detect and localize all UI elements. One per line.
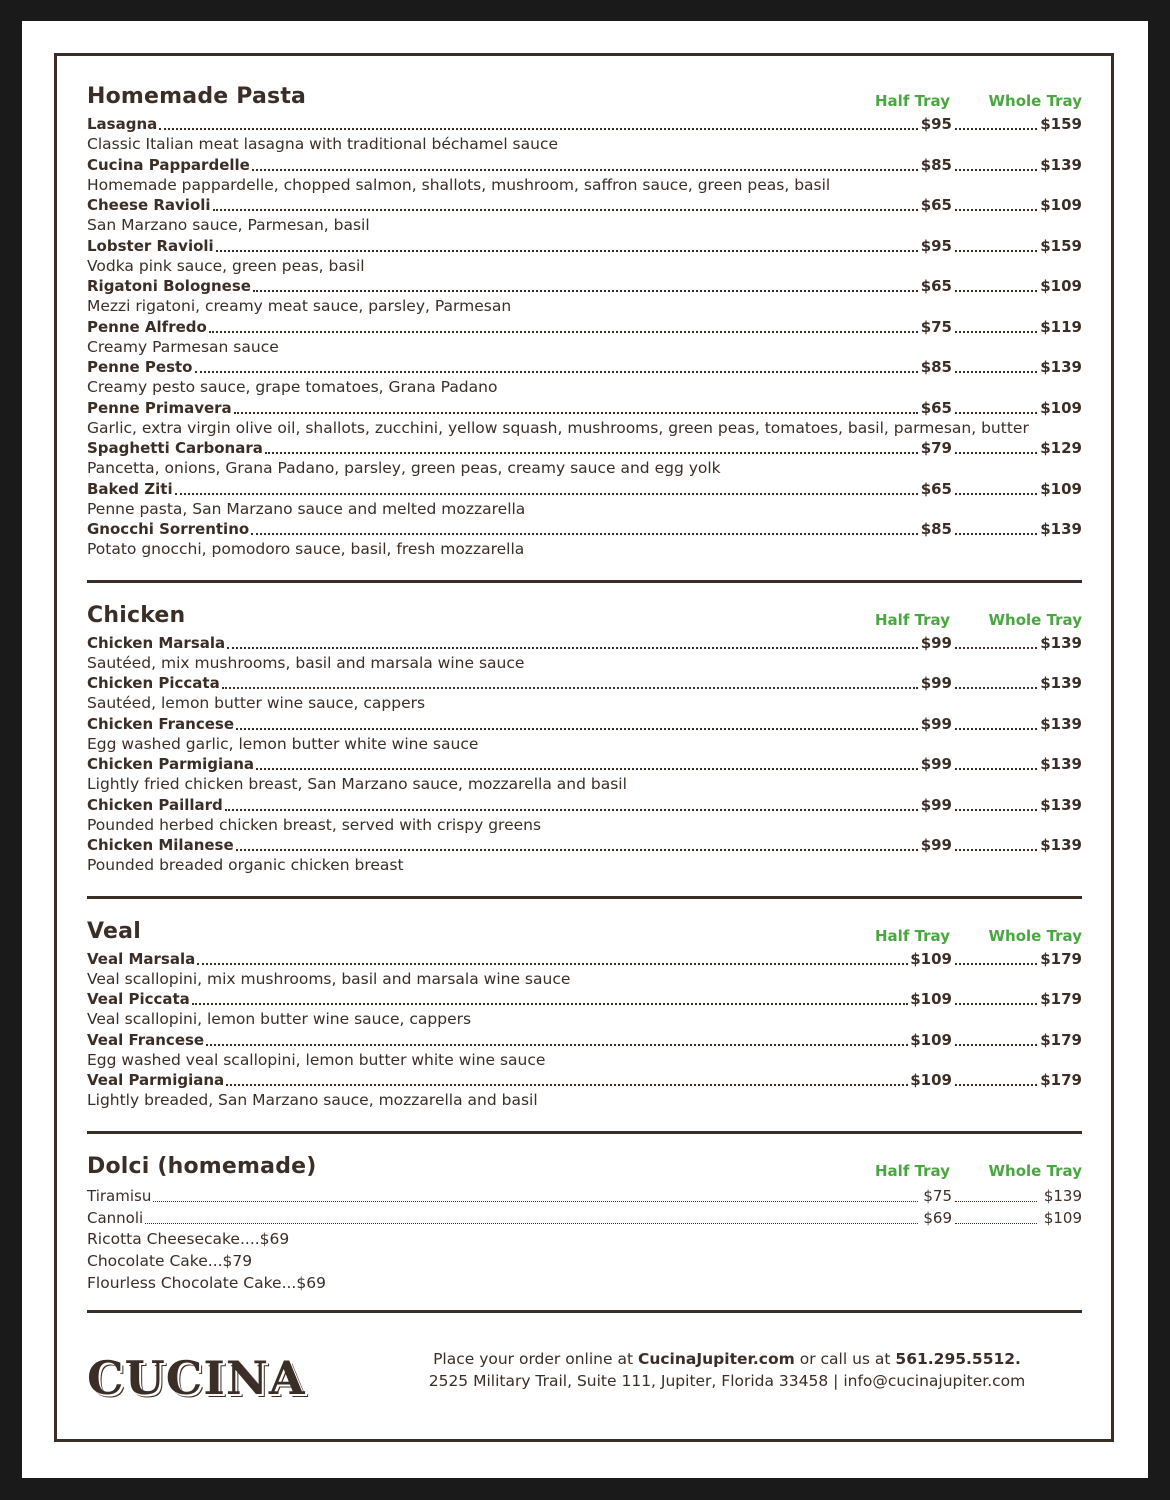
half-tray-price: $65 [920,479,952,498]
item-description: Potato gnocchi, pomodoro sauce, basil, fresh mozzarella [87,540,525,558]
dot-leader [955,849,1037,851]
dot-leader [195,371,919,373]
dot-leader [955,209,1037,211]
whole-tray-price: $109 [1040,196,1082,214]
menu-item-row [87,438,1082,458]
half-tray-heading: Half Tray [875,92,950,110]
item-name: Tiramisu [87,1186,152,1205]
whole-tray-price: $139 [1040,155,1082,174]
menu-item-row [87,673,1082,693]
whole-tray-price: $179 [1040,949,1082,968]
half-tray-heading: Half Tray [875,610,950,629]
half-tray-price: $109 [910,990,952,1008]
item-name: Lobster Ravioli [87,236,214,255]
section-title: Dolci (homemade) [87,1153,317,1179]
item-name: Veal Piccata [87,990,190,1008]
dot-leader [955,963,1037,965]
half-tray-price: $95 [920,115,952,133]
menu-item-row [87,1184,1082,1206]
menu-item-row [87,195,1082,215]
half-tray-heading: Half Tray [875,926,950,945]
menu-item-row [87,479,1082,499]
menu-item-row [87,276,1082,296]
dot-leader [225,809,918,811]
whole-tray-price: $109 [1040,479,1082,498]
item-name: Chicken Parmigiana [87,755,255,773]
half-tray-price: $85 [920,358,952,376]
item-name: Rigatoni Bolognese [87,277,251,295]
whole-tray-price: $109 [1043,1208,1082,1227]
menu-item-row [87,519,1082,539]
item-name: Chicken Milanese [87,836,234,854]
menu-footer [87,1343,1082,1413]
dot-leader [955,452,1037,454]
item-description: Lightly fried chicken breast, San Marzano sauce, mozzarella and basil [87,775,627,793]
whole-tray-price: $179 [1040,1071,1082,1089]
menu-item-row [87,1206,1082,1228]
section-spacer [87,1294,1082,1310]
whole-tray-price: $139 [1040,714,1082,733]
item-name: Baked Ziti [87,479,173,498]
menu-section [87,919,1082,1111]
dot-leader [955,533,1037,535]
section-title: Veal [87,918,141,944]
section-header [87,1154,1082,1184]
item-name: Chicken Marsala [87,633,226,652]
half-tray-price: $65 [920,277,952,295]
menu-item-row [87,357,1082,377]
section-title: Homemade Pasta [87,84,307,109]
menu-item-row [87,114,1082,134]
section-spacer [87,899,1082,919]
menu-item-row [87,949,1082,969]
dot-leader [252,169,918,171]
item-description: Veal scallopini, lemon butter wine sauce, cappers [87,1010,472,1028]
menu-item-row [87,236,1082,256]
contact-info [392,1348,1062,1392]
whole-tray-price: $159 [1040,115,1082,133]
dessert-item: Ricotta Cheesecake....$69 [87,1229,290,1248]
dot-leader [216,250,918,252]
section-divider [87,1310,1082,1313]
menu-item-row [87,155,1082,175]
item-name: Chicken Francese [87,714,235,733]
dot-leader [955,1223,1037,1224]
dot-leader [955,647,1037,649]
cucina-logo: CUCINA [87,1351,306,1405]
half-tray-price: $85 [920,155,952,174]
menu-item-row [87,989,1082,1009]
dot-leader [153,1201,918,1202]
half-tray-price: $65 [920,196,952,214]
item-name: Gnocchi Sorrentino [87,520,250,538]
dot-leader [955,1201,1037,1202]
dot-leader [251,533,918,535]
section-header [87,84,1082,114]
section-spacer [87,1134,1082,1154]
whole-tray-price: $139 [1040,358,1082,376]
dot-leader [955,493,1037,495]
half-tray-price: $99 [920,714,952,733]
address-line: 2525 Military Trail, Suite 111, Jupiter, Florida 33458 | info@cucinajupiter.com [428,1372,1026,1390]
dot-leader [197,963,908,965]
half-tray-price: $65 [920,398,952,417]
whole-tray-price: $179 [1040,1030,1082,1049]
dessert-item: Chocolate Cake...$79 [87,1251,253,1270]
dot-leader [955,809,1037,811]
dot-leader [256,768,918,770]
section-spacer [87,876,1082,896]
dot-leader [192,1003,908,1005]
dot-leader [955,331,1037,333]
half-tray-price: $99 [920,795,952,814]
menu-content [87,84,1082,1313]
whole-tray-price: $119 [1040,317,1082,336]
order-line [392,1348,1062,1370]
whole-tray-price: $129 [1040,439,1082,457]
dot-leader [159,128,918,130]
item-description: Veal scallopini, mix mushrooms, basil and marsala wine sauce [87,969,571,988]
item-description: Homemade pappardelle, chopped salmon, shallots, mushroom, saffron sauce, green peas, basil [87,175,831,194]
dot-leader [955,128,1037,130]
half-tray-price: $109 [910,1030,952,1049]
dot-leader [236,849,918,851]
dot-leader [236,728,918,730]
item-name: Chicken Paillard [87,795,223,814]
dot-leader [265,452,918,454]
half-tray-price: $99 [920,836,952,854]
call-text: or call us at [794,1350,896,1368]
dot-leader [213,209,918,211]
item-name: Spaghetti Carbonara [87,439,263,457]
half-tray-price: $109 [910,949,952,968]
half-tray-price: $85 [920,520,952,538]
menu-item-row [87,317,1082,337]
menu-section [87,84,1082,560]
menu-page [22,21,1148,1478]
half-tray-price: $69 [923,1208,952,1227]
half-tray-price: $75 [923,1186,952,1205]
website-link[interactable]: CucinaJupiter.com [637,1350,795,1368]
item-description: Pancetta, onions, Grana Padano, parsley, green peas, creamy sauce and egg yolk [87,459,721,477]
item-description: Sautéed, lemon butter wine sauce, cappers [87,694,426,712]
menu-item-row [87,835,1082,855]
menu-item-row [87,795,1082,815]
item-description: Creamy pesto sauce, grape tomatoes, Grana Padano [87,378,498,396]
section-title: Chicken [87,602,186,628]
dot-leader [222,687,918,689]
item-description: Penne pasta, San Marzano sauce and melted mozzarella [87,499,526,518]
item-name: Cheese Ravioli [87,196,211,214]
half-tray-price: $79 [920,439,952,457]
item-description: Pounded herbed chicken breast, served with crispy greens [87,815,542,834]
half-tray-price: $109 [910,1071,952,1089]
item-name: Cannoli [87,1208,144,1227]
dot-leader [955,1044,1037,1046]
dot-leader [955,768,1037,770]
half-tray-heading: Half Tray [875,1161,950,1180]
half-tray-price: $99 [920,674,952,692]
dot-leader [209,331,918,333]
dot-leader [955,412,1037,414]
item-description: Garlic, extra virgin olive oil, shallots, zucchini, yellow squash, mushrooms, green peas, tomatoes, basil, parmesan, butter [87,418,1029,437]
item-name: Veal Marsala [87,949,196,968]
dot-leader [955,250,1037,252]
item-description: Creamy Parmesan sauce [87,337,279,356]
item-name: Penne Alfredo [87,317,207,336]
dot-leader [175,493,918,495]
item-description: Classic Italian meat lasagna with traditional béchamel sauce [87,135,559,153]
whole-tray-price: $109 [1040,277,1082,295]
whole-tray-heading: Whole Tray [988,926,1082,945]
whole-tray-heading: Whole Tray [988,92,1082,110]
dot-leader [955,290,1037,292]
item-name: Chicken Piccata [87,674,220,692]
dot-leader [955,371,1037,373]
section-spacer [87,583,1082,603]
half-tray-price: $99 [920,755,952,773]
item-description: Egg washed garlic, lemon butter white wine sauce [87,734,479,753]
dot-leader [226,1084,908,1086]
whole-tray-price: $139 [1040,795,1082,814]
dessert-item: Flourless Chocolate Cake...$69 [87,1273,326,1292]
section-header [87,919,1082,949]
section-spacer [87,560,1082,580]
dot-leader [253,290,918,292]
whole-tray-price: $179 [1040,990,1082,1008]
whole-tray-price: $139 [1040,836,1082,854]
whole-tray-price: $139 [1040,633,1082,652]
dot-leader [206,1044,908,1046]
dot-leader [955,169,1037,171]
menu-item-row [87,398,1082,418]
order-text: Place your order online at [433,1350,638,1368]
half-tray-price: $99 [920,633,952,652]
menu-item-row [87,1070,1082,1090]
dot-leader [955,687,1037,689]
dot-leader [955,1003,1037,1005]
dot-leader [955,728,1037,730]
item-name: Veal Francese [87,1030,205,1049]
whole-tray-price: $139 [1040,520,1082,538]
section-spacer [87,1111,1082,1131]
dot-leader [145,1223,918,1224]
menu-section [87,603,1082,876]
whole-tray-price: $139 [1043,1186,1082,1205]
whole-tray-price: $159 [1040,236,1082,255]
whole-tray-heading: Whole Tray [988,1161,1082,1180]
item-name: Veal Parmigiana [87,1071,225,1089]
whole-tray-price: $109 [1040,398,1082,417]
item-name: Lasagna [87,115,158,133]
whole-tray-price: $139 [1040,755,1082,773]
item-name: Penne Primavera [87,398,232,417]
item-description: Lightly breaded, San Marzano sauce, mozzarella and basil [87,1091,538,1109]
dot-leader [955,1084,1037,1086]
item-description: Pounded breaded organic chicken breast [87,856,404,874]
item-name: Cucina Pappardelle [87,155,250,174]
menu-section-dolci [87,1154,1082,1294]
menu-item-row [87,754,1082,774]
dot-leader [227,647,918,649]
item-description: Vodka pink sauce, green peas, basil [87,256,365,275]
dot-leader [234,412,918,414]
whole-tray-price: $139 [1040,674,1082,692]
item-description: San Marzano sauce, Parmesan, basil [87,216,370,234]
phone-number: 561.295.5512. [895,1350,1021,1368]
half-tray-price: $95 [920,236,952,255]
menu-item-row [87,714,1082,734]
section-header [87,603,1082,633]
menu-item-row [87,1030,1082,1050]
whole-tray-heading: Whole Tray [988,610,1082,629]
item-description: Sautéed, mix mushrooms, basil and marsala wine sauce [87,653,525,672]
item-description: Egg washed veal scallopini, lemon butter white wine sauce [87,1050,546,1069]
half-tray-price: $75 [920,317,952,336]
item-description: Mezzi rigatoni, creamy meat sauce, parsley, Parmesan [87,297,512,315]
menu-item-row [87,633,1082,653]
item-name: Penne Pesto [87,358,193,376]
